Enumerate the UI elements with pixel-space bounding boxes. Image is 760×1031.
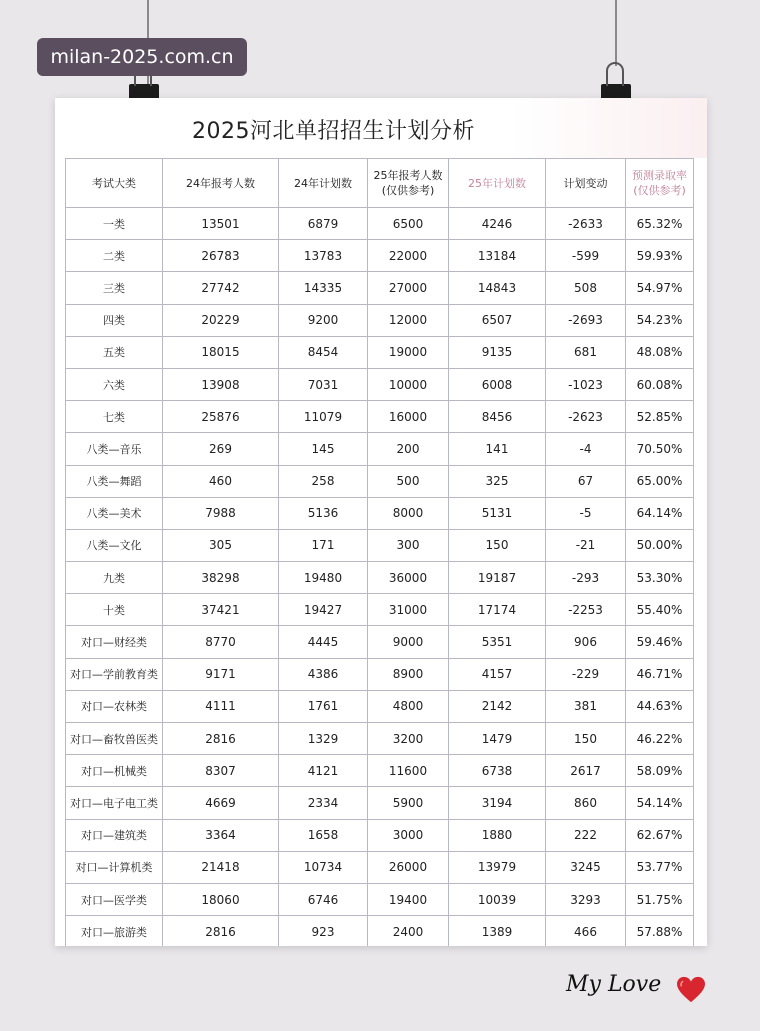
cell-category: 三类 xyxy=(66,272,163,304)
cell-quota-2024: 4386 xyxy=(279,658,368,690)
cell-quota-2025: 10039 xyxy=(449,883,546,915)
cell-admission-rate: 57.88% xyxy=(626,916,694,946)
enrollment-table xyxy=(65,158,694,946)
header-category: 考试大类 xyxy=(66,159,163,208)
cell-applicants-2024: 2816 xyxy=(163,916,279,946)
cell-applicants-2025: 200 xyxy=(368,433,449,465)
cell-admission-rate: 50.00% xyxy=(626,529,694,561)
table-row xyxy=(66,658,694,690)
cell-applicants-2025: 19000 xyxy=(368,336,449,368)
cell-quota-2024: 1329 xyxy=(279,723,368,755)
cell-applicants-2024: 4669 xyxy=(163,787,279,819)
cell-category: 对口—旅游类 xyxy=(66,916,163,946)
cell-quota-2025: 9135 xyxy=(449,336,546,368)
cell-admission-rate: 46.22% xyxy=(626,723,694,755)
cell-admission-rate: 54.97% xyxy=(626,272,694,304)
cell-quota-2024: 13783 xyxy=(279,240,368,272)
cell-applicants-2024: 2816 xyxy=(163,723,279,755)
header-applicants-2025-text: 25年报考人数 (仅供参考) xyxy=(373,169,443,197)
cell-admission-rate: 53.30% xyxy=(626,562,694,594)
cell-category: 对口—电子电工类 xyxy=(66,787,163,819)
table-row xyxy=(66,497,694,529)
cell-applicants-2024: 8307 xyxy=(163,755,279,787)
cell-quota-2024: 1658 xyxy=(279,819,368,851)
table-row xyxy=(66,851,694,883)
table-row xyxy=(66,562,694,594)
header-quota-change: 计划变动 xyxy=(546,159,626,208)
title-bar xyxy=(55,98,707,158)
cell-category: 四类 xyxy=(66,304,163,336)
cell-quota-2024: 6879 xyxy=(279,208,368,240)
cell-applicants-2024: 18015 xyxy=(163,336,279,368)
cell-applicants-2024: 7988 xyxy=(163,497,279,529)
cell-applicants-2025: 300 xyxy=(368,529,449,561)
cell-quota-2025: 5351 xyxy=(449,626,546,658)
cell-applicants-2025: 3000 xyxy=(368,819,449,851)
cell-applicants-2025: 16000 xyxy=(368,401,449,433)
cell-applicants-2025: 6500 xyxy=(368,208,449,240)
cell-quota-2025: 3194 xyxy=(449,787,546,819)
cell-applicants-2025: 3200 xyxy=(368,723,449,755)
table-row xyxy=(66,368,694,400)
cell-quota-2024: 145 xyxy=(279,433,368,465)
cell-quota-2024: 1761 xyxy=(279,690,368,722)
cell-applicants-2024: 8770 xyxy=(163,626,279,658)
cell-quota-2025: 1880 xyxy=(449,819,546,851)
cell-quota-2025: 4157 xyxy=(449,658,546,690)
cell-quota-2024: 6746 xyxy=(279,883,368,915)
cell-admission-rate: 70.50% xyxy=(626,433,694,465)
cell-applicants-2025: 36000 xyxy=(368,562,449,594)
cell-quota-2025: 14843 xyxy=(449,272,546,304)
cell-quota-2024: 923 xyxy=(279,916,368,946)
cell-admission-rate: 54.23% xyxy=(626,304,694,336)
cell-quota-2025: 6738 xyxy=(449,755,546,787)
table-row xyxy=(66,401,694,433)
cell-admission-rate: 60.08% xyxy=(626,368,694,400)
cell-quota-2025: 2142 xyxy=(449,690,546,722)
table-row xyxy=(66,529,694,561)
signature-text: My Love xyxy=(566,972,662,997)
cell-category: 对口—财经类 xyxy=(66,626,163,658)
cell-applicants-2024: 25876 xyxy=(163,401,279,433)
cell-category: 七类 xyxy=(66,401,163,433)
cell-quota-change: -4 xyxy=(546,433,626,465)
cell-quota-2025: 150 xyxy=(449,529,546,561)
table-row xyxy=(66,819,694,851)
cell-quota-2025: 6008 xyxy=(449,368,546,400)
watermark-badge: milan-2025.com.cn xyxy=(37,38,247,76)
table-row xyxy=(66,916,694,946)
cell-quota-2024: 14335 xyxy=(279,272,368,304)
cell-applicants-2024: 305 xyxy=(163,529,279,561)
table-row xyxy=(66,626,694,658)
cell-quota-2024: 4445 xyxy=(279,626,368,658)
cell-applicants-2025: 9000 xyxy=(368,626,449,658)
cell-applicants-2025: 500 xyxy=(368,465,449,497)
cell-quota-2025: 5131 xyxy=(449,497,546,529)
header-applicants-2025 xyxy=(368,159,449,208)
cell-category: 对口—农林类 xyxy=(66,690,163,722)
cell-quota-change: -1023 xyxy=(546,368,626,400)
cell-quota-2024: 7031 xyxy=(279,368,368,400)
cell-quota-2024: 171 xyxy=(279,529,368,561)
cell-quota-2024: 5136 xyxy=(279,497,368,529)
cell-admission-rate: 46.71% xyxy=(626,658,694,690)
cell-quota-change: 860 xyxy=(546,787,626,819)
cell-applicants-2025: 26000 xyxy=(368,851,449,883)
cell-quota-2024: 8454 xyxy=(279,336,368,368)
cell-quota-2025: 1389 xyxy=(449,916,546,946)
cell-quota-2025: 141 xyxy=(449,433,546,465)
cell-quota-2025: 13184 xyxy=(449,240,546,272)
cell-quota-2025: 19187 xyxy=(449,562,546,594)
cell-quota-2025: 6507 xyxy=(449,304,546,336)
header-admission-rate-text: 预测录取率 (仅供参考) xyxy=(632,169,687,197)
cell-applicants-2025: 31000 xyxy=(368,594,449,626)
cell-applicants-2024: 460 xyxy=(163,465,279,497)
cell-applicants-2024: 9171 xyxy=(163,658,279,690)
cell-admission-rate: 44.63% xyxy=(626,690,694,722)
table-row xyxy=(66,690,694,722)
cell-admission-rate: 65.32% xyxy=(626,208,694,240)
cell-quota-2024: 4121 xyxy=(279,755,368,787)
heart-icon xyxy=(676,976,706,1004)
cell-quota-2024: 19480 xyxy=(279,562,368,594)
cell-applicants-2024: 21418 xyxy=(163,851,279,883)
table-row xyxy=(66,787,694,819)
cell-category: 对口—学前教育类 xyxy=(66,658,163,690)
cell-admission-rate: 52.85% xyxy=(626,401,694,433)
cell-applicants-2024: 18060 xyxy=(163,883,279,915)
cell-quota-change: -2633 xyxy=(546,208,626,240)
cell-admission-rate: 64.14% xyxy=(626,497,694,529)
table-row xyxy=(66,433,694,465)
table-row xyxy=(66,594,694,626)
table-row xyxy=(66,883,694,915)
cell-category: 二类 xyxy=(66,240,163,272)
table-row xyxy=(66,240,694,272)
cell-quota-2025: 17174 xyxy=(449,594,546,626)
cell-quota-change: 3293 xyxy=(546,883,626,915)
cell-quota-2024: 10734 xyxy=(279,851,368,883)
cell-quota-2025: 13979 xyxy=(449,851,546,883)
cell-quota-change: 2617 xyxy=(546,755,626,787)
poster-sheet xyxy=(55,98,707,946)
cell-quota-2025: 4246 xyxy=(449,208,546,240)
table-header-row xyxy=(66,159,694,208)
cell-applicants-2025: 5900 xyxy=(368,787,449,819)
cell-applicants-2024: 26783 xyxy=(163,240,279,272)
cell-quota-change: -5 xyxy=(546,497,626,529)
cell-category: 五类 xyxy=(66,336,163,368)
page-title: 2025河北单招招生计划分析 xyxy=(192,119,475,144)
cell-applicants-2024: 13908 xyxy=(163,368,279,400)
cell-quota-change: 466 xyxy=(546,916,626,946)
cell-applicants-2025: 4800 xyxy=(368,690,449,722)
cell-admission-rate: 65.00% xyxy=(626,465,694,497)
cell-applicants-2025: 12000 xyxy=(368,304,449,336)
cell-applicants-2025: 2400 xyxy=(368,916,449,946)
cell-quota-change: 150 xyxy=(546,723,626,755)
cell-applicants-2025: 8900 xyxy=(368,658,449,690)
cell-quota-change: -2253 xyxy=(546,594,626,626)
cell-quota-change: -293 xyxy=(546,562,626,594)
cell-quota-2024: 9200 xyxy=(279,304,368,336)
cell-admission-rate: 62.67% xyxy=(626,819,694,851)
hanging-string-right xyxy=(615,0,617,66)
cell-admission-rate: 55.40% xyxy=(626,594,694,626)
cell-admission-rate: 53.77% xyxy=(626,851,694,883)
cell-quota-change: 508 xyxy=(546,272,626,304)
cell-category: 十类 xyxy=(66,594,163,626)
cell-applicants-2024: 3364 xyxy=(163,819,279,851)
cell-category: 八类—文化 xyxy=(66,529,163,561)
cell-applicants-2024: 27742 xyxy=(163,272,279,304)
cell-category: 对口—建筑类 xyxy=(66,819,163,851)
table-row xyxy=(66,755,694,787)
cell-quota-2024: 2334 xyxy=(279,787,368,819)
cell-admission-rate: 48.08% xyxy=(626,336,694,368)
cell-quota-change: -599 xyxy=(546,240,626,272)
cell-category: 八类—美术 xyxy=(66,497,163,529)
header-applicants-2024: 24年报考人数 xyxy=(163,159,279,208)
cell-admission-rate: 54.14% xyxy=(626,787,694,819)
cell-admission-rate: 51.75% xyxy=(626,883,694,915)
cell-quota-2025: 8456 xyxy=(449,401,546,433)
cell-applicants-2024: 20229 xyxy=(163,304,279,336)
table-row xyxy=(66,304,694,336)
table-body xyxy=(66,208,694,947)
cell-quota-change: 222 xyxy=(546,819,626,851)
cell-quota-change: 3245 xyxy=(546,851,626,883)
cell-quota-2024: 258 xyxy=(279,465,368,497)
cell-category: 对口—计算机类 xyxy=(66,851,163,883)
header-quota-2024: 24年计划数 xyxy=(279,159,368,208)
cell-applicants-2025: 22000 xyxy=(368,240,449,272)
cell-category: 九类 xyxy=(66,562,163,594)
cell-applicants-2025: 10000 xyxy=(368,368,449,400)
header-admission-rate xyxy=(626,159,694,208)
cell-admission-rate: 58.09% xyxy=(626,755,694,787)
cell-applicants-2024: 13501 xyxy=(163,208,279,240)
cell-category: 一类 xyxy=(66,208,163,240)
cell-category: 八类—音乐 xyxy=(66,433,163,465)
table-row xyxy=(66,272,694,304)
cell-applicants-2024: 269 xyxy=(163,433,279,465)
table-row xyxy=(66,336,694,368)
cell-quota-change: -2623 xyxy=(546,401,626,433)
cell-admission-rate: 59.46% xyxy=(626,626,694,658)
cell-quota-change: 906 xyxy=(546,626,626,658)
cell-quota-change: -2693 xyxy=(546,304,626,336)
cell-quota-change: 681 xyxy=(546,336,626,368)
cell-applicants-2025: 27000 xyxy=(368,272,449,304)
cell-category: 对口—医学类 xyxy=(66,883,163,915)
header-quota-2025: 25年计划数 xyxy=(449,159,546,208)
cell-quota-change: 381 xyxy=(546,690,626,722)
table-row xyxy=(66,208,694,240)
cell-applicants-2025: 19400 xyxy=(368,883,449,915)
cell-quota-change: 67 xyxy=(546,465,626,497)
cell-applicants-2024: 4111 xyxy=(163,690,279,722)
cell-applicants-2024: 37421 xyxy=(163,594,279,626)
cell-category: 对口—机械类 xyxy=(66,755,163,787)
cell-category: 对口—畜牧兽医类 xyxy=(66,723,163,755)
cell-quota-2025: 1479 xyxy=(449,723,546,755)
cell-applicants-2024: 38298 xyxy=(163,562,279,594)
cell-quota-2024: 19427 xyxy=(279,594,368,626)
cell-applicants-2025: 11600 xyxy=(368,755,449,787)
cell-quota-change: -21 xyxy=(546,529,626,561)
cell-quota-2024: 11079 xyxy=(279,401,368,433)
cell-category: 六类 xyxy=(66,368,163,400)
table-row xyxy=(66,723,694,755)
cell-quota-change: -229 xyxy=(546,658,626,690)
cell-category: 八类—舞蹈 xyxy=(66,465,163,497)
cell-admission-rate: 59.93% xyxy=(626,240,694,272)
cell-quota-2025: 325 xyxy=(449,465,546,497)
cell-applicants-2025: 8000 xyxy=(368,497,449,529)
table-row xyxy=(66,465,694,497)
